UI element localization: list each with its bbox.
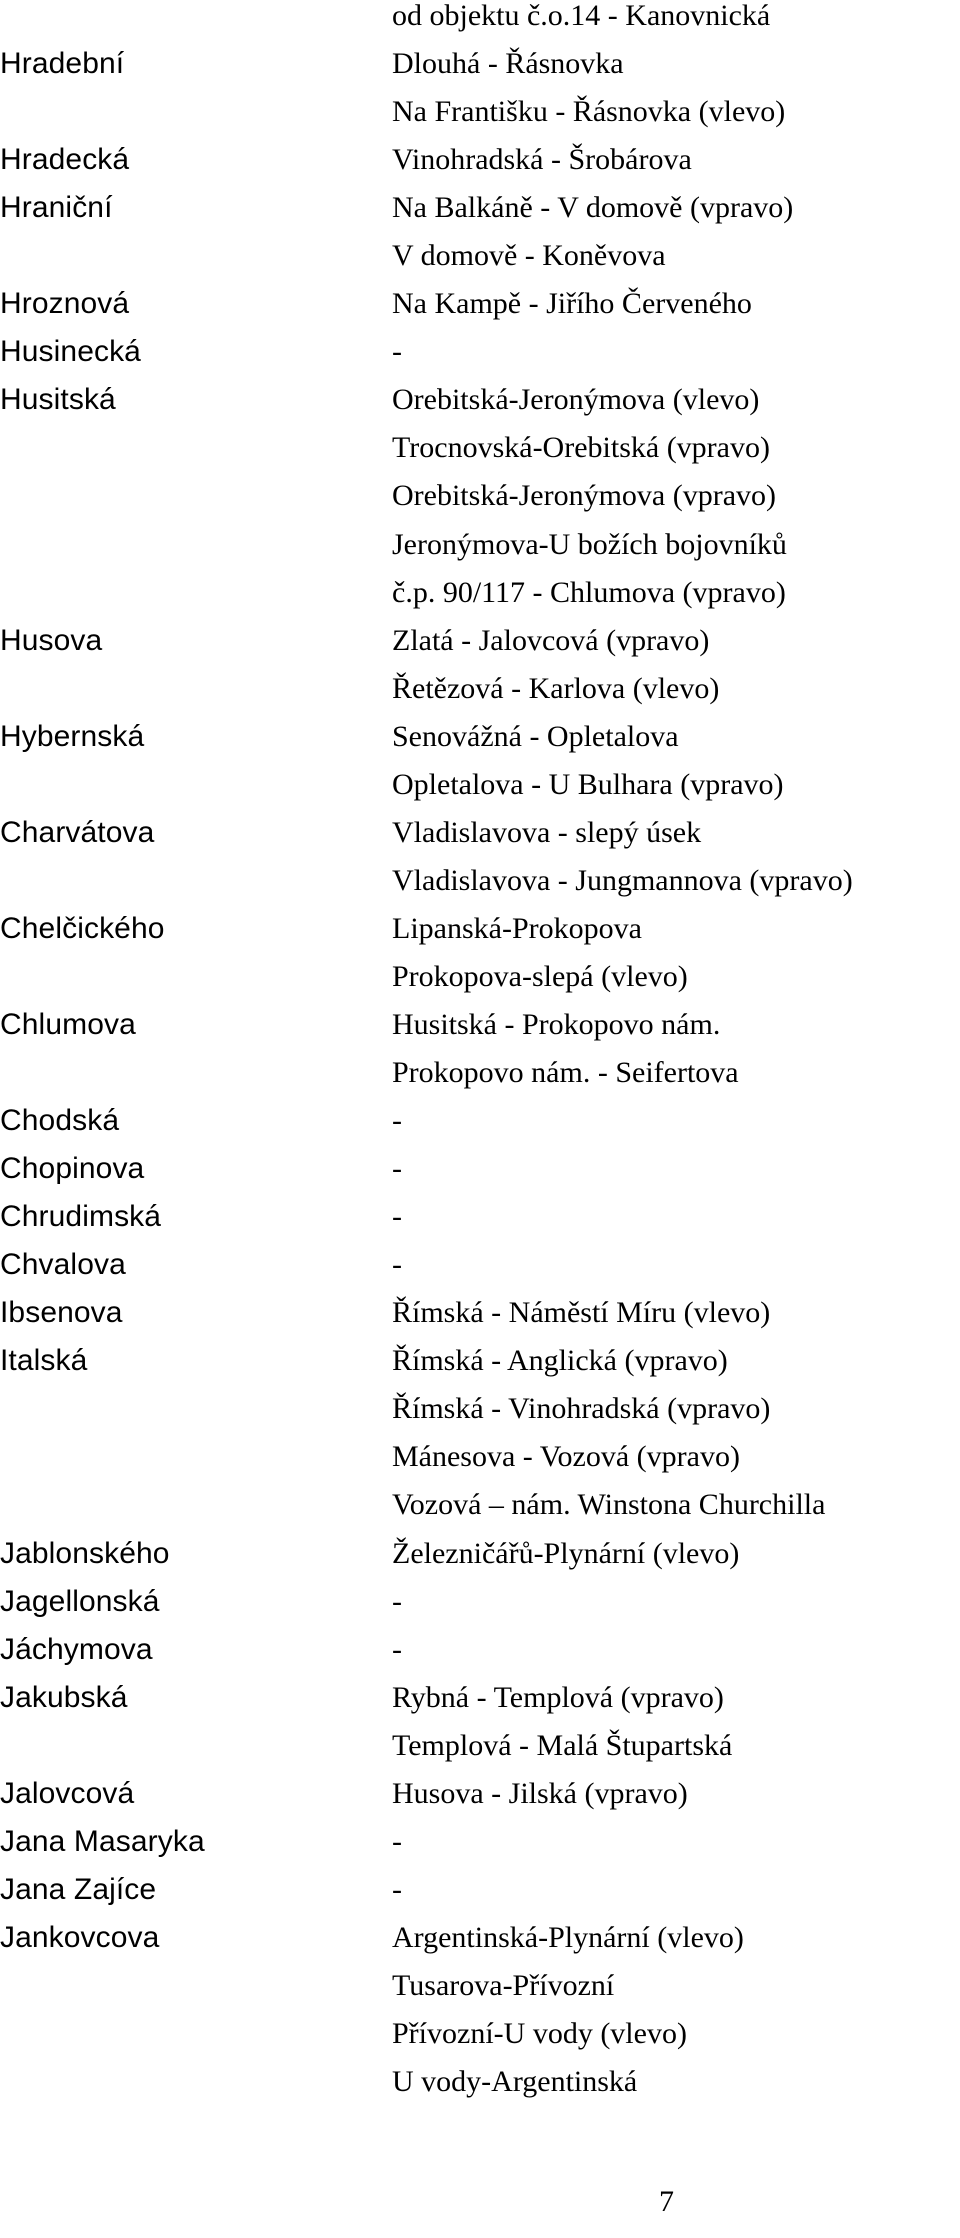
- list-row: [0, 1433, 960, 1481]
- section-description: Vladislavova - Jungmannova (vpravo): [392, 863, 853, 897]
- list-row: [0, 1241, 960, 1289]
- list-row: [0, 376, 960, 424]
- section-description: Argentinská-Plynární (vlevo): [392, 1920, 744, 1954]
- section-description: Senovážná - Opletalova: [392, 719, 679, 753]
- section-description: U vody-Argentinská: [392, 2065, 638, 2099]
- section-description: Lipanská-Prokopova: [392, 911, 642, 945]
- section-description: -: [392, 1248, 402, 1282]
- section-description: -: [392, 1584, 402, 1618]
- section-description: -: [392, 1200, 402, 1234]
- section-description: Římská - Anglická (vpravo): [392, 1344, 728, 1378]
- list-row: [0, 521, 960, 569]
- section-description: Orebitská-Jeronýmova (vpravo): [392, 479, 777, 513]
- street-name: Jankovcova: [0, 1920, 160, 1954]
- section-description: V domově - Koněvova: [392, 239, 666, 273]
- street-name: Jakubská: [0, 1680, 128, 1714]
- list-row: [0, 1674, 960, 1722]
- street-name: Husitská: [0, 383, 116, 417]
- list-row: [0, 328, 960, 376]
- list-row: [0, 1530, 960, 1578]
- list-row: [0, 1049, 960, 1097]
- street-name: Hradecká: [0, 143, 130, 177]
- section-description: Dlouhá - Řásnovka: [392, 47, 624, 81]
- list-row: [0, 0, 960, 40]
- section-description: Vozová – nám. Winstona Churchilla: [392, 1488, 826, 1522]
- list-row: [0, 40, 960, 88]
- street-name: Hraniční: [0, 191, 113, 225]
- section-description: Na Františku - Řásnovka (vlevo): [392, 95, 786, 129]
- street-name: Chelčického: [0, 911, 165, 945]
- list-row: [0, 1193, 960, 1241]
- list-row: [0, 761, 960, 809]
- section-description: Vinohradská - Šrobárova: [392, 143, 692, 177]
- street-name: Jana Zajíce: [0, 1872, 157, 1906]
- section-description: Římská - Náměstí Míru (vlevo): [392, 1296, 771, 1330]
- section-description: Opletalova - U Bulhara (vpravo): [392, 767, 784, 801]
- street-name: Chodská: [0, 1104, 120, 1138]
- section-description: Římská - Vinohradská (vpravo): [392, 1392, 771, 1426]
- street-name: Hybernská: [0, 719, 145, 753]
- street-name: Hroznová: [0, 287, 130, 321]
- list-row: [0, 184, 960, 232]
- section-description: od objektu č.o.14 - Kanovnická: [392, 0, 771, 32]
- street-name: Chvalova: [0, 1248, 126, 1282]
- street-name: Chrudimská: [0, 1200, 162, 1234]
- list-row: [0, 88, 960, 136]
- section-description: Jeronýmova-U božích bojovníků: [392, 527, 787, 561]
- section-description: Vladislavova - slepý úsek: [392, 815, 702, 849]
- section-description: Tusarova-Přívozní: [392, 1968, 615, 2002]
- list-row: [0, 1385, 960, 1433]
- section-description: -: [392, 1152, 402, 1186]
- section-description: -: [392, 1872, 402, 1906]
- list-row: [0, 1866, 960, 1914]
- street-name: Husova: [0, 623, 103, 657]
- street-name: Jana Masaryka: [0, 1824, 205, 1858]
- list-row: [0, 809, 960, 857]
- list-row: [0, 472, 960, 520]
- section-description: Mánesova - Vozová (vpravo): [392, 1440, 740, 1474]
- street-name: Husinecká: [0, 335, 141, 369]
- list-row: [0, 1578, 960, 1626]
- section-description: Husova - Jilská (vpravo): [392, 1776, 688, 1810]
- page-number: 7: [659, 2185, 674, 2218]
- list-row: [0, 1481, 960, 1529]
- list-row: [0, 2010, 960, 2058]
- list-row: [0, 665, 960, 713]
- section-description: -: [392, 1824, 402, 1858]
- section-description: -: [392, 335, 402, 369]
- list-row: [0, 232, 960, 280]
- section-description: Zlatá - Jalovcová (vpravo): [392, 623, 710, 657]
- list-row: [0, 1914, 960, 1962]
- list-row: [0, 136, 960, 184]
- list-row: [0, 1145, 960, 1193]
- section-description: Prokopova-slepá (vlevo): [392, 959, 688, 993]
- street-name: Jáchymova: [0, 1632, 153, 1666]
- list-row: [0, 1962, 960, 2010]
- section-description: Přívozní-U vody (vlevo): [392, 2016, 687, 2050]
- street-name: Jagellonská: [0, 1584, 160, 1618]
- list-row: [0, 953, 960, 1001]
- section-description: Templová - Malá Štupartská: [392, 1728, 733, 1762]
- list-row: [0, 1770, 960, 1818]
- list-row: [0, 713, 960, 761]
- list-row: [0, 617, 960, 665]
- list-row: [0, 905, 960, 953]
- street-name: Jablonského: [0, 1536, 170, 1570]
- list-row: [0, 1001, 960, 1049]
- list-row: [0, 1097, 960, 1145]
- section-description: Na Balkáně - V domově (vpravo): [392, 191, 794, 225]
- street-name: Jalovcová: [0, 1776, 135, 1810]
- street-name: Hradební: [0, 47, 125, 81]
- section-description: Trocnovská-Orebitská (vpravo): [392, 431, 770, 465]
- section-description: Orebitská-Jeronýmova (vlevo): [392, 383, 760, 417]
- street-name: Chopinova: [0, 1152, 145, 1186]
- street-name: Chlumova: [0, 1007, 136, 1041]
- street-name: Ibsenova: [0, 1296, 123, 1330]
- list-row: [0, 1818, 960, 1866]
- list-row: [0, 1626, 960, 1674]
- list-row: [0, 1337, 960, 1385]
- list-row: [0, 424, 960, 472]
- street-name: Italská: [0, 1344, 88, 1378]
- section-description: Řetězová - Karlova (vlevo): [392, 671, 720, 705]
- list-row: [0, 569, 960, 617]
- list-row: [0, 1289, 960, 1337]
- section-description: Prokopovo nám. - Seifertova: [392, 1056, 739, 1090]
- street-name: Charvátova: [0, 815, 155, 849]
- list-row: [0, 857, 960, 905]
- section-description: Husitská - Prokopovo nám.: [392, 1007, 721, 1041]
- list-row: [0, 280, 960, 328]
- list-row: [0, 2058, 960, 2106]
- section-description: -: [392, 1632, 402, 1666]
- list-row: [0, 1722, 960, 1770]
- section-description: -: [392, 1104, 402, 1138]
- section-description: Rybná - Templová (vpravo): [392, 1680, 724, 1714]
- section-description: č.p. 90/117 - Chlumova (vpravo): [392, 575, 786, 609]
- section-description: Železničářů-Plynární (vlevo): [392, 1536, 740, 1570]
- section-description: Na Kampě - Jiřího Červeného: [392, 287, 752, 321]
